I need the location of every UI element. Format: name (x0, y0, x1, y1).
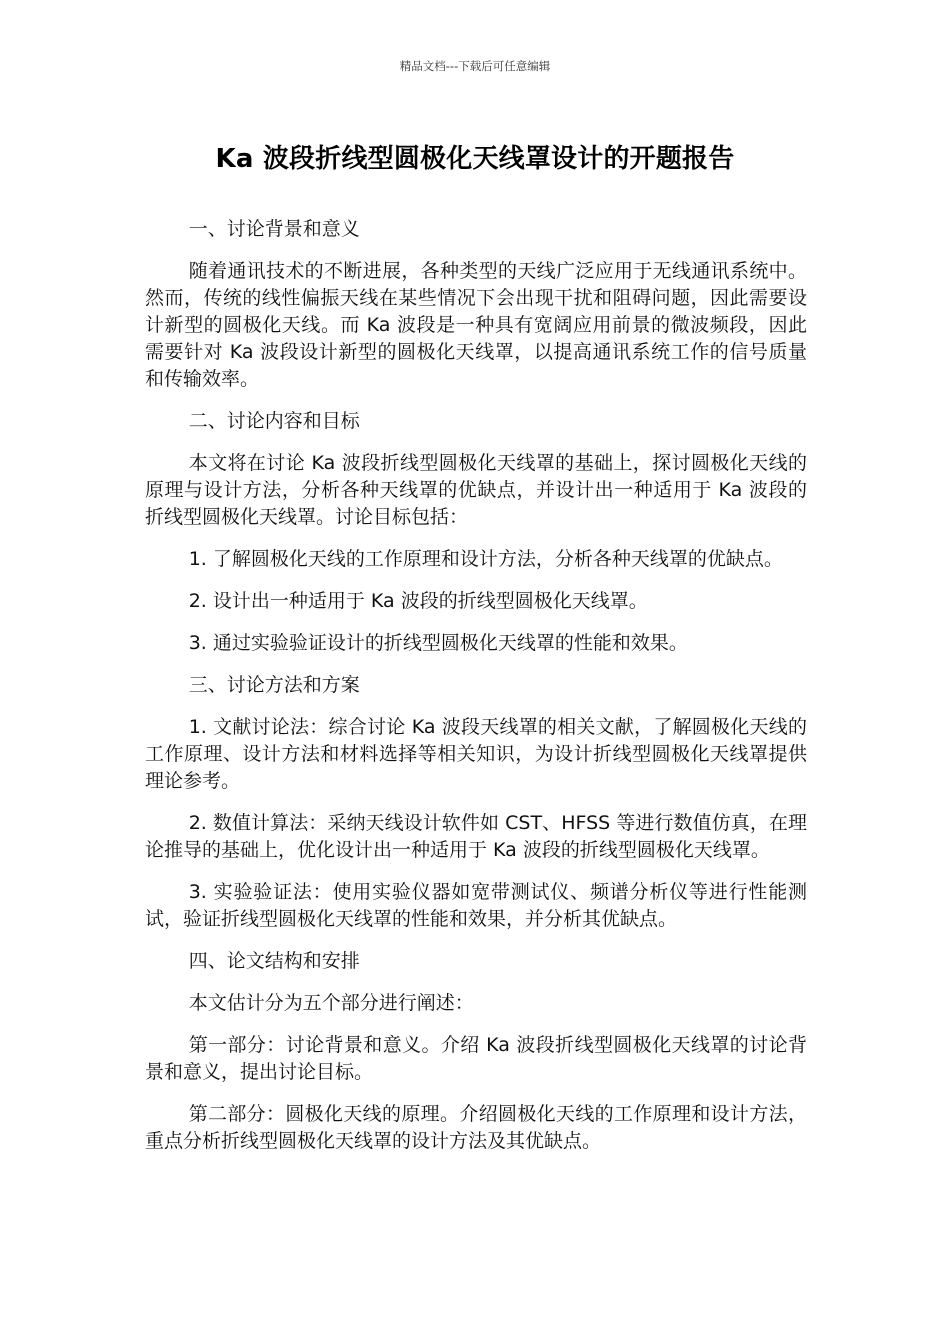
structure-part-2: 第二部分：圆极化天线的原理。介绍圆极化天线的工作原理和设计方法，重点分析折线型圆极化天线罩的设计方法及其优缺点。 (145, 1103, 807, 1152)
section-heading-structure: 四、论文结构和安排 (188, 950, 360, 972)
paragraph-structure-intro: 本文估计分为五个部分进行阐述： (188, 992, 474, 1014)
structure-part-1: 第一部分：讨论背景和意义。介绍 Ka 波段折线型圆极化天线罩的讨论背景和意义，提出讨论目标。 (145, 1034, 807, 1083)
method-item-2: 2. 数值计算法：采纳天线设计软件如 CST、HFSS 等进行数值仿真，在理论推导的基础上，优化设计出一种适用于 Ka 波段的折线型圆极化天线罩。 (145, 812, 807, 861)
goal-item-3: 3. 通过实验验证设计的折线型圆极化天线罩的性能和效果。 (188, 632, 688, 654)
method-item-1: 1. 文献讨论法：综合讨论 Ka 波段天线罩的相关文献，了解圆极化天线的工作原理、设计方法和材料选择等相关知识，为设计折线型圆极化天线罩提供理论参考。 (145, 716, 807, 792)
goal-item-2: 2. 设计出一种适用于 Ka 波段的折线型圆极化天线罩。 (188, 590, 648, 612)
method-item-3: 3. 实验验证法：使用实验仪器如宽带测试仪、频谱分析仪等进行性能测试，验证折线型圆极化天线罩的性能和效果，并分析其优缺点。 (145, 881, 807, 930)
page-header: 精品文档---下载后可任意编辑 (399, 59, 551, 73)
document-title: Ka 波段折线型圆极化天线罩设计的开题报告 (215, 144, 735, 174)
paragraph-background: 随着通讯技术的不断进展，各种类型的天线广泛应用于无线通讯系统中。然而，传统的线性偏振天线在某些情况下会出现干扰和阻碍问题，因此需要设计新型的圆极化天线。而 Ka 波段是一种具有宽阔应用前景的微波频段，因此需要针对 Ka 波段设计新型的圆极化天线罩，以提高通讯系统工作的信号质量和传输效率。 (145, 260, 807, 390)
section-heading-content-goals: 二、讨论内容和目标 (188, 410, 360, 432)
section-heading-methods: 三、讨论方法和方案 (188, 674, 360, 696)
goal-item-1: 1. 了解圆极化天线的工作原理和设计方法，分析各种天线罩的优缺点。 (188, 548, 783, 570)
paragraph-content-goals: 本文将在讨论 Ka 波段折线型圆极化天线罩的基础上，探讨圆极化天线的原理与设计方法，分析各种天线罩的优缺点，并设计出一种适用于 Ka 波段的折线型圆极化天线罩。讨论目标包括： (145, 452, 807, 528)
document-body (145, 216, 807, 1170)
section-heading-background: 一、讨论背景和意义 (188, 218, 360, 240)
